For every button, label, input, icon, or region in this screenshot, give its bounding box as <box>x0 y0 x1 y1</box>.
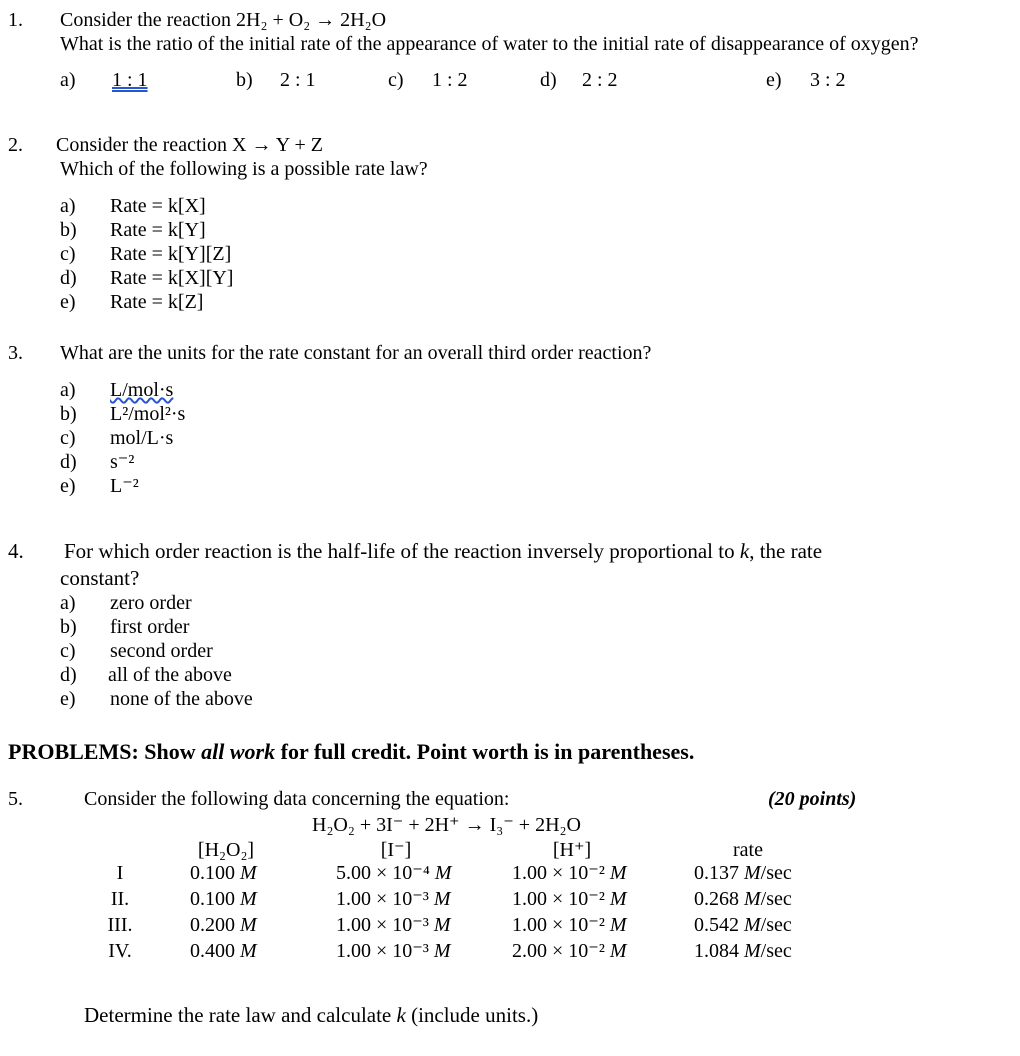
hplus-value: 1.00 × 10⁻² M <box>512 862 627 884</box>
q2-option-d-text: Rate = k[X][Y] <box>110 267 234 289</box>
q1-option-a-letter: a) <box>60 69 76 91</box>
problems-heading-post: for full credit. Point worth is in parentheses. <box>275 739 695 764</box>
q3-option-d-letter: d) <box>60 451 77 473</box>
q1-stem-line2: What is the ratio of the initial rate of the appearance of water to the initial rate of disappearance of oxygen? <box>60 33 919 55</box>
q5-instruction-pre: Determine the rate law and calculate <box>84 1003 397 1027</box>
q2-number: 2. <box>8 134 23 156</box>
rate-value: 1.084 M/sec <box>694 940 792 962</box>
q4-option-c-letter: c) <box>60 640 76 662</box>
header-hplus: [H⁺] <box>552 839 592 861</box>
q2-option-c-text: Rate = k[Y][Z] <box>110 243 232 265</box>
q5-instruction-post: (include units.) <box>405 1003 539 1027</box>
iodide-value: 1.00 × 10⁻³ M <box>336 940 451 962</box>
q2-option-d-letter: d) <box>60 267 77 289</box>
row-label: IV. <box>108 940 132 962</box>
iodide-value: 1.00 × 10⁻³ M <box>336 914 451 936</box>
q1-option-b-text: 2 : 1 <box>280 69 316 91</box>
q2-stem-line1: Consider the reaction X → Y + Z <box>56 134 323 156</box>
q1-option-d-text: 2 : 2 <box>582 69 618 91</box>
q5-instruction-k: k <box>396 1003 406 1027</box>
q5-instruction <box>84 1003 538 1027</box>
hplus-value: 1.00 × 10⁻² M <box>512 888 627 910</box>
q2-option-a-text: Rate = k[X] <box>110 195 206 217</box>
header-h2o2: [H₂O₂] <box>197 839 255 861</box>
q4-number: 4. <box>8 539 24 563</box>
q1-option-e-text: 3 : 2 <box>810 69 846 91</box>
q3-number: 3. <box>8 342 23 364</box>
problems-heading-pre: PROBLEMS: Show <box>8 739 202 764</box>
header-rate: rate <box>733 839 763 861</box>
q3-option-c-letter: c) <box>60 427 76 449</box>
q3-option-b-letter: b) <box>60 403 77 425</box>
h2o2-value: 0.200 M <box>190 914 257 936</box>
q1-number: 1. <box>8 9 23 31</box>
q3-option-e-letter: e) <box>60 475 76 497</box>
q1-option-d-letter: d) <box>540 69 557 91</box>
q3-stem: What are the units for the rate constant for an overall third order reaction? <box>60 342 652 364</box>
q3-option-b-text: L²/mol²·s <box>110 403 186 425</box>
q5-points: (20 points) <box>768 788 857 810</box>
row-label: I <box>116 862 124 884</box>
q4-stem-line1 <box>64 539 822 563</box>
q4-option-a-text: zero order <box>110 592 192 614</box>
rate-value: 0.137 M/sec <box>694 862 792 884</box>
q3-option-a-letter: a) <box>60 379 76 401</box>
problems-heading-em: all work <box>201 739 276 764</box>
q4-stem-line2: constant? <box>60 566 140 590</box>
q4-option-b-text: first order <box>110 616 190 638</box>
row-label: III. <box>107 914 133 936</box>
q4-option-b-letter: b) <box>60 616 77 638</box>
hplus-value: 2.00 × 10⁻² M <box>512 940 627 962</box>
q2-option-e-text: Rate = k[Z] <box>110 291 204 313</box>
q3-option-d-text: s⁻² <box>110 451 135 473</box>
row-label: II. <box>110 888 130 910</box>
q4-option-a-letter: a) <box>60 592 76 614</box>
h2o2-value: 0.400 M <box>190 940 257 962</box>
q2-stem-line2: Which of the following is a possible rate law? <box>60 158 428 180</box>
q5-equation: H₂O₂ + 3I⁻ + 2H⁺ → I₃⁻ + 2H₂O <box>312 814 581 836</box>
q2-option-b-text: Rate = k[Y] <box>110 219 206 241</box>
rate-value: 0.542 M/sec <box>694 914 792 936</box>
q5-stem: Consider the following data concerning the equation: <box>84 788 510 810</box>
q2-option-a-letter: a) <box>60 195 76 217</box>
h2o2-value: 0.100 M <box>190 862 257 884</box>
q2-option-c-letter: c) <box>60 243 76 265</box>
q1-option-e-letter: e) <box>766 69 782 91</box>
q3-option-e-text: L⁻² <box>110 475 139 497</box>
q4-stem-pre: For which order reaction is the half-life of the reaction inversely proportional to <box>64 539 740 563</box>
q2-option-b-letter: b) <box>60 219 77 241</box>
q3-option-c-text: mol/L·s <box>110 427 174 449</box>
q4-stem-k: k <box>739 539 750 563</box>
q4-option-d-letter: d) <box>60 664 77 686</box>
hplus-value: 1.00 × 10⁻² M <box>512 914 627 936</box>
iodide-value: 1.00 × 10⁻³ M <box>336 888 451 910</box>
q1-option-b-letter: b) <box>236 69 253 91</box>
q1-stem-line1: Consider the reaction 2H₂ + O₂ → 2H₂O <box>60 9 387 31</box>
h2o2-value: 0.100 M <box>190 888 257 910</box>
q3-option-a-text: L/mol·s <box>110 379 174 401</box>
q4-option-e-text: none of the above <box>110 688 253 710</box>
q4-option-c-text: second order <box>110 640 213 662</box>
q5-number: 5. <box>8 788 23 810</box>
q4-option-e-letter: e) <box>60 688 76 710</box>
iodide-value: 5.00 × 10⁻⁴ M <box>336 862 452 884</box>
q1-option-a-text: 1 : 1 <box>112 69 148 91</box>
problems-heading <box>8 740 694 764</box>
q1-option-c-letter: c) <box>388 69 404 91</box>
q4-option-d-text: all of the above <box>108 664 232 686</box>
q4-stem-post: , the rate <box>749 539 823 563</box>
q2-option-e-letter: e) <box>60 291 76 313</box>
rate-value: 0.268 M/sec <box>694 888 792 910</box>
q1-option-c-text: 1 : 2 <box>432 69 468 91</box>
header-iodide: [I⁻] <box>380 839 412 861</box>
